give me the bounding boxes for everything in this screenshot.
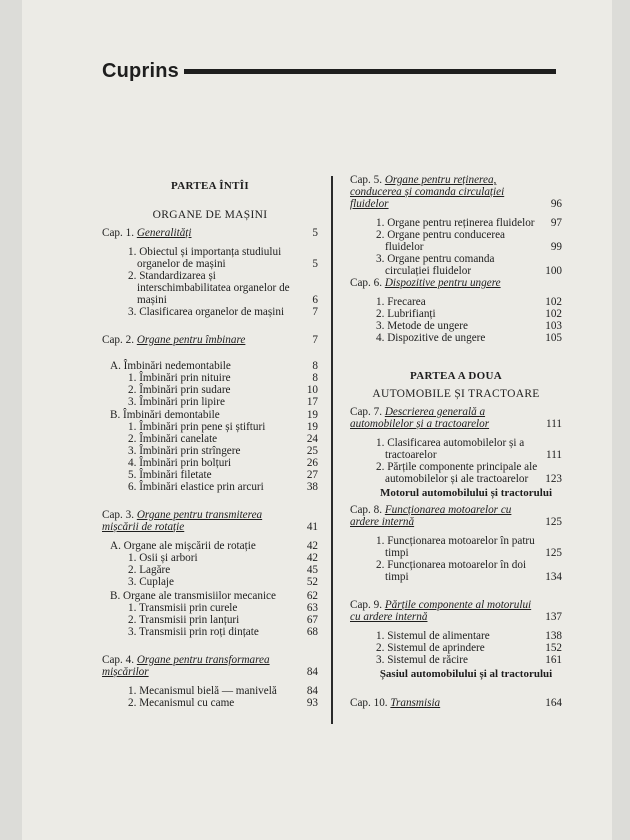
page-number: 134 [545, 571, 562, 583]
toc-chapter-7[interactable] [350, 406, 562, 430]
page-number: 10 [306, 384, 318, 396]
toc-chapter-2[interactable] [102, 334, 318, 346]
toc-group[interactable]: B. Organe ale transmisiilor mecanice 62 [110, 590, 318, 602]
title-rule [184, 69, 556, 74]
toc-group[interactable]: B. Îmbinări demontabile 19 [110, 409, 318, 421]
page-number: 111 [546, 449, 562, 461]
chapter-number: Cap. 8. [350, 504, 383, 516]
section-title-cars-tractors: AUTOMOBILE ȘI TRACTOARE [372, 388, 540, 400]
page-number: 125 [545, 547, 562, 559]
chapter-title: Descrierea generală a automobilelor și a tractoarelor [350, 406, 490, 430]
toc-item[interactable]: 3. Organe pentru comanda circulației fluidelor 100 [376, 253, 562, 277]
toc-item[interactable]: 6. Îmbinări elastice prin arcuri 38 [128, 481, 318, 493]
page-number: 38 [306, 481, 318, 493]
page-number: 63 [306, 602, 318, 614]
chapter-title: Generalități [136, 227, 192, 239]
sub-heading-engine: Motorul automobilului și tractorului [379, 487, 553, 499]
toc-item[interactable]: 2. Transmisii prin lanțuri 67 [128, 614, 318, 626]
toc-item[interactable]: 2. Lubrifianți 102 [376, 308, 562, 320]
page-number: 102 [545, 296, 562, 308]
chapter-number: Cap. 7. [350, 406, 383, 418]
page-number: 164 [545, 697, 562, 709]
part-two-title: PARTEA A DOUA [410, 370, 502, 382]
page-number: 93 [306, 697, 318, 709]
page-number: 96 [550, 198, 562, 210]
page-number: 26 [306, 457, 318, 469]
toc-item[interactable]: 2. Mecanismul cu came 93 [128, 697, 318, 709]
page-number: 7 [312, 306, 318, 318]
toc-item[interactable]: 2. Îmbinări prin sudare 10 [128, 384, 318, 396]
toc-item[interactable]: 2. Îmbinări canelate 24 [128, 433, 318, 445]
toc-item[interactable]: 1. Frecarea 102 [376, 296, 562, 308]
sub-heading-chassis: Șasiul automobilului și al tractorului [379, 668, 553, 680]
page-number: 17 [306, 396, 318, 408]
page-number: 6 [312, 294, 318, 306]
chapter-title: Organe pentru transformarea mișcărilor [102, 654, 270, 678]
toc-item[interactable]: 3. Îmbinări prin lipire 17 [128, 396, 318, 408]
page-number: 62 [306, 590, 318, 602]
chapter-title: Organe pentru îmbinare [136, 334, 246, 346]
toc-item[interactable]: 2. Părțile componente principale ale automobilelor și ale tractoarelor 123 [376, 461, 562, 485]
chapter-number: Cap. 9. [350, 599, 383, 611]
page-number: 84 [306, 666, 318, 678]
toc-item[interactable]: 3. Clasificarea organelor de mașini 7 [128, 306, 318, 318]
page-number: 84 [306, 685, 318, 697]
page-number: 41 [306, 521, 318, 533]
page-title: Cuprins [102, 60, 179, 82]
chapter-number: Cap. 10. [350, 697, 388, 709]
chapter-number: Cap. 6. [350, 277, 383, 289]
page-number: 161 [545, 654, 562, 666]
chapter-title: Transmisia [390, 697, 441, 709]
chapter-number: Cap. 3. [102, 509, 135, 521]
toc-chapter-4[interactable] [102, 654, 318, 678]
page-number: 99 [550, 241, 562, 253]
toc-item[interactable]: 3. Cuplaje 52 [128, 576, 318, 588]
toc-item[interactable]: 4. Dispozitive de ungere 105 [376, 332, 562, 344]
toc-chapter-3[interactable] [102, 509, 318, 533]
column-divider [331, 176, 333, 724]
toc-chapter-9[interactable] [350, 599, 562, 623]
page-number: 7 [312, 334, 318, 346]
toc-item[interactable]: 1. Organe pentru reținerea fluidelor 97 [376, 217, 562, 229]
toc-item[interactable]: 1. Clasificarea automobilelor și a tractoarelor 111 [376, 437, 562, 461]
toc-item[interactable]: 4. Îmbinări prin bolțuri 26 [128, 457, 318, 469]
toc-item[interactable]: 3. Transmisii prin roți dințate 68 [128, 626, 318, 638]
page-number: 100 [545, 265, 562, 277]
part-one-title: PARTEA ÎNTÎI [171, 180, 249, 192]
page-number: 8 [312, 360, 318, 372]
toc-chapter-1[interactable] [102, 227, 318, 239]
chapter-number: Cap. 4. [102, 654, 135, 666]
toc-item[interactable]: 2. Organe pentru conducerea fluidelor 99 [376, 229, 562, 253]
page-number: 152 [545, 642, 562, 654]
toc-item[interactable]: 1. Sistemul de alimentare 138 [376, 630, 562, 642]
toc-item[interactable]: 2. Lagăre 45 [128, 564, 318, 576]
toc-item[interactable]: 3. Îmbinări prin strîngere 25 [128, 445, 318, 457]
page-number: 45 [306, 564, 318, 576]
page-number: 97 [550, 217, 562, 229]
page-number: 25 [306, 445, 318, 457]
page-number: 105 [545, 332, 562, 344]
toc-chapter-5[interactable] [350, 174, 562, 210]
toc-item[interactable]: 3. Metode de ungere 103 [376, 320, 562, 332]
toc-item[interactable]: 1. Îmbinări prin pene și știfturi 19 [128, 421, 318, 433]
page-number: 42 [306, 540, 318, 552]
toc-item[interactable]: 1. Funcționarea motoarelor în patru timpi 125 [376, 535, 562, 559]
toc-item[interactable]: 3. Sistemul de răcire 161 [376, 654, 562, 666]
header [102, 60, 562, 86]
toc-group[interactable]: A. Organe ale mișcării de rotație 42 [110, 540, 318, 552]
page-number: 68 [306, 626, 318, 638]
page-number: 5 [312, 258, 318, 270]
left-column [102, 174, 318, 709]
chapter-title: Părțile componente al motorului cu ardere internă [350, 599, 532, 623]
page-number: 27 [306, 469, 318, 481]
toc-item[interactable]: 1. Îmbinări prin nituire 8 [128, 372, 318, 384]
page-number: 125 [545, 516, 562, 528]
page-number: 103 [545, 320, 562, 332]
chapter-number: Cap. 1. [102, 227, 135, 239]
book-page [22, 0, 612, 840]
page-number: 52 [306, 576, 318, 588]
page-number: 123 [545, 473, 562, 485]
section-title-machine-parts: ORGANE DE MAȘINI [152, 209, 268, 221]
toc-item[interactable]: 2. Standardizarea și interschimbabilitatea organelor de mașini 6 [128, 270, 318, 306]
toc-item[interactable]: 2. Sistemul de aprindere 152 [376, 642, 562, 654]
page-number: 19 [306, 409, 318, 421]
toc-chapter-6[interactable] [350, 277, 562, 289]
chapter-title: Funcționarea motoarelor cu ardere internă [350, 504, 512, 528]
toc-item[interactable]: 2. Funcționarea motoarelor în doi timpi 134 [376, 559, 562, 583]
page-number: 19 [306, 421, 318, 433]
chapter-number: Cap. 2. [102, 334, 135, 346]
toc-group[interactable]: A. Îmbinări nedemontabile 8 [110, 360, 318, 372]
page-number: 24 [306, 433, 318, 445]
page-number: 111 [546, 418, 562, 430]
page-number: 102 [545, 308, 562, 320]
page-number: 138 [545, 630, 562, 642]
chapter-title: Organe pentru reținerea, conducerea și comanda circulației fluidelor [350, 174, 505, 210]
toc-item[interactable]: 1. Transmisii prin curele 63 [128, 602, 318, 614]
chapter-number: Cap. 5. [350, 174, 383, 186]
toc-item[interactable]: 1. Obiectul și importanța studiului organelor de mașini 5 [128, 246, 318, 270]
page-number: 8 [312, 372, 318, 384]
toc-item[interactable]: 1. Osii și arbori 42 [128, 552, 318, 564]
toc-item[interactable]: 1. Mecanismul bielă — manivelă 84 [128, 685, 318, 697]
toc-chapter-10[interactable] [350, 697, 562, 709]
chapter-title: Organe pentru transmiterea mișcării de rotație [102, 509, 263, 533]
page-number: 137 [545, 611, 562, 623]
page-number: 5 [312, 227, 318, 239]
chapter-title: Dispozitive pentru ungere [384, 277, 501, 289]
right-column [350, 174, 562, 709]
toc-chapter-8[interactable] [350, 504, 562, 528]
page-number: 67 [306, 614, 318, 626]
page-number: 42 [306, 552, 318, 564]
toc-item[interactable]: 5. Îmbinări filetate 27 [128, 469, 318, 481]
